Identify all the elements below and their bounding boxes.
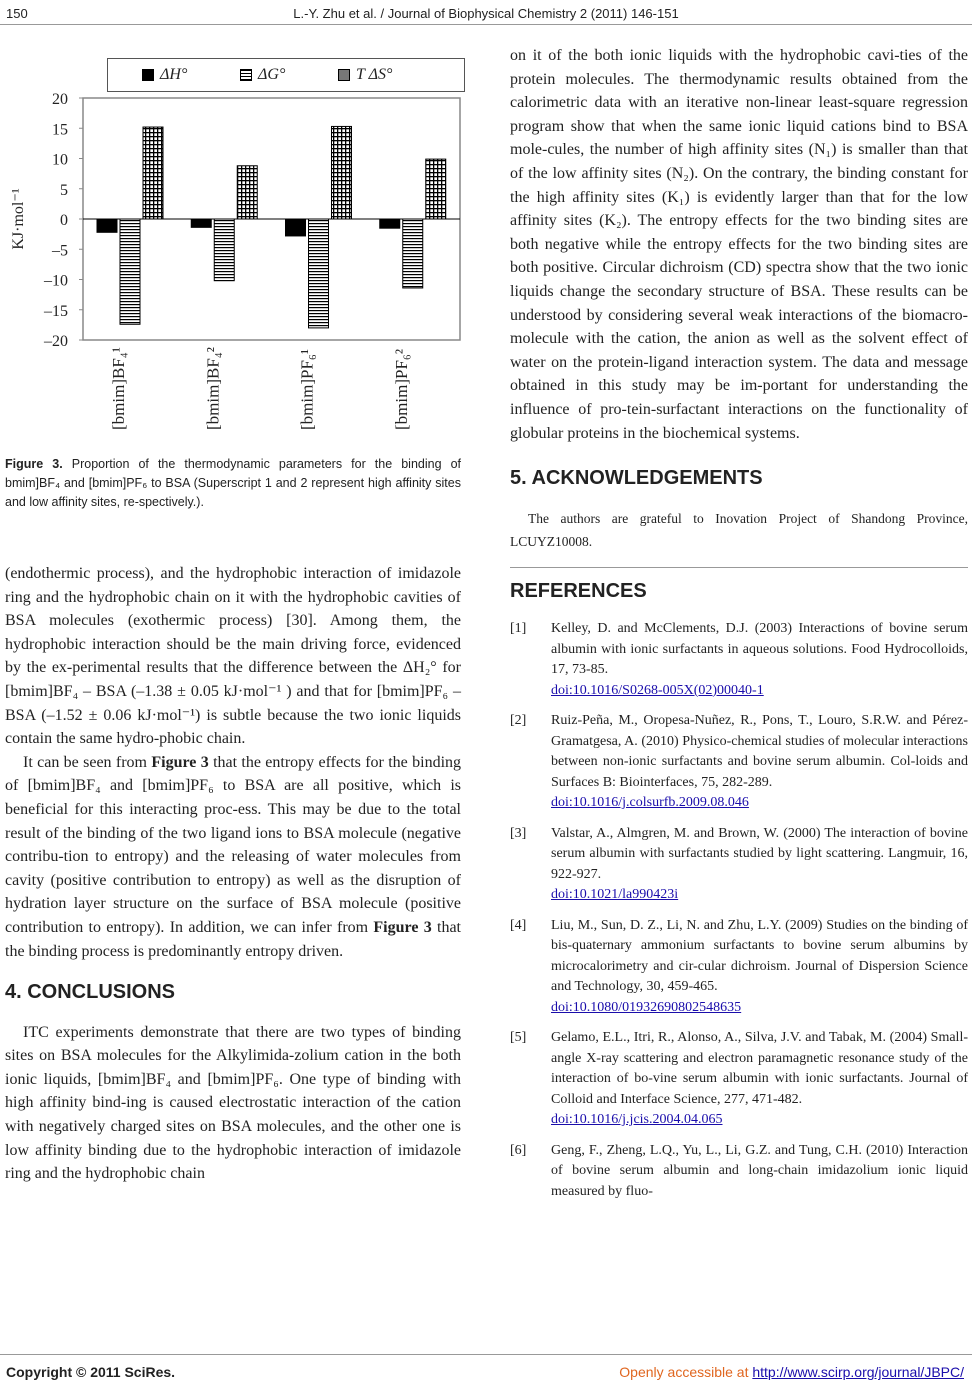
legend-item-dg [240, 66, 285, 84]
bar-t-delta-s [237, 166, 257, 219]
text-run: that the entropy effects for the binding of [bmim]BF₄ and [bmim]PF₆ to BSA are all positive, which is beneficial for this interacting proc-ess. This may be due to the total result of the binding of the two ligand ions to BSA molecule (negative contribu-tion to entropy) and the releasing of water molecules from cavity (positive contribution to entropy) as well as the disruption of hydration layer structure on the surface of BSA molecule (positive contribution to entropy). In addition, we can infer from [5, 753, 462, 936]
y-tick-label: 20 [52, 91, 68, 108]
bar-delta-g [403, 219, 423, 288]
figure-ref: Figure 3 [373, 918, 432, 936]
reference-doi-link[interactable]: doi:10.1021/la990423i [551, 887, 679, 903]
legend-label-tds: T ΔS° [356, 66, 393, 83]
bar-t-delta-s [332, 126, 352, 219]
bar-chart [5, 40, 461, 445]
running-title: L.-Y. Zhu et al. / Journal of Biophysical Chemistry 2 (2011) 146-151 [293, 6, 679, 21]
reference-doi-link[interactable]: doi:10.1080/01932690802548635 [551, 999, 742, 1015]
paragraph-entropy [5, 751, 461, 963]
figure-ref: Figure 3 [151, 753, 209, 771]
chart-legend [107, 58, 465, 92]
reference-text: Liu, M., Sun, D. Z., Li, N. and Zhu, L.Y. (2009) Studies on the binding of bis-quaternary ammonium surfactants to bovine serum albumins by microcalorimetry and cir-cular dichroism. Journal of Dispersion Science and Technology, 30, 459-465. [551, 917, 968, 995]
left-body [5, 562, 461, 1186]
caption-label: Figure 3. [5, 457, 63, 471]
header-rule [0, 24, 972, 25]
legend-label-dh: ΔH° [160, 66, 188, 83]
bar-delta-h [191, 219, 211, 227]
bar-delta-h [97, 219, 117, 232]
paragraph-conclusions: ITC experiments demonstrate that there are two types of binding sites on BSA molecules for the Alkylimida-zolium cation in the both ionic liquids, [bmim]BF₄ and [bmim]PF₆. One type of binding with high affinity bind-ing is caused electrostatic interaction of the cation with negatively charged sites on BSA molecules, and the other one is low affinity binding due to the hydrophobic interaction of imidazole ring and the hydrophobic chain [5, 1023, 461, 1183]
bar-delta-g [309, 219, 329, 328]
figure-3 [5, 40, 461, 450]
right-body [510, 44, 968, 1212]
reference-item [510, 824, 968, 906]
section-heading-conclusions: 4. CONCLUSIONS [5, 981, 176, 1004]
y-tick-label: 10 [52, 151, 68, 169]
reference-text: Kelley, D. and McClements, D.J. (2003) Interactions of bovine serum albumin with ionic surfactants in aqueous solutions. Food Hydrocolloids, 17, 73-85. [551, 621, 968, 678]
y-tick-label: –20 [44, 333, 68, 350]
reference-number: [3] [510, 825, 527, 841]
reference-doi-link[interactable]: doi:10.1016/j.colsurfb.2009.08.046 [551, 795, 749, 811]
bar-delta-g [120, 219, 140, 324]
bar-t-delta-s [426, 159, 446, 219]
divider [510, 567, 968, 568]
bar-delta-g [214, 219, 234, 281]
y-tick-label: –5 [52, 242, 68, 260]
x-category-label: [bmim]PF₆² [391, 349, 411, 430]
text-run: that the binding process is predominantly entropy driven. [5, 918, 461, 960]
page-footer [0, 1364, 972, 1386]
y-tick-label: 5 [60, 181, 68, 199]
y-tick-label: –15 [44, 302, 68, 320]
reference-item [510, 619, 968, 701]
paragraph: (endothermic process), and the hydrophobic interaction of imidazole ring and the hydrophobic chain on it with the hydrophobic cavities of BSA molecules (exothermic process) [30]. Among them, the hydrophobic interaction should be the main driving force, evidenced by the ex-perimental results that the difference between the ΔH₂° for [bmim]BF₄ – BSA (–1.38 ± 0.05 kJ·mol⁻¹ ) and that for [bmim]PF₆ – BSA (–1.52 ± 0.06 kJ·mol⁻¹) is subtle because the two ionic liquids contain the same hydro-phobic chain. [5, 565, 461, 748]
page-number: 150 [6, 6, 28, 21]
reference-number: [6] [510, 1142, 527, 1158]
footer-rule [0, 1354, 972, 1355]
open-access-note [619, 1364, 964, 1380]
legend-item-dh [142, 66, 187, 84]
paragraph: on it of the both ionic liquids with the hydrophobic cavi-ties of the protein molecules. The thermodynamic results obtained from the calorimetric data with an iterative non-linear least-square regression program show that when the same ionic liquid cations bind to BSA mole-cules, the number of high affinity sites (N₁) is smaller than that of the low affinity sites (N₂). On the contrary, the binding constant for the high affinity sites (K₁) is evidently larger than that for the low affinity sites (K₂). The entropy effects for the two binding sites are both negative while the entropy effects for the two binding sites are both positive. Circular dichroism (CD) spectra show that the two ionic liquids change the secondary structure of BSA. These results can be understood by considering several weak interactions of the biomacro-molecule with the cation, the anion as well as the solvent effect of water on the protein-ligand interaction system. The data and message obtained in this study may be im-portant for understanding the influence of pro-tein-surfactant interactions on the functionality of globular proteins in the biochemical systems. [510, 47, 968, 442]
bar-delta-h [380, 219, 400, 228]
legend-item-tds [338, 66, 392, 84]
bar-delta-h [286, 219, 306, 236]
x-category-label: [bmim]BF₄² [203, 347, 223, 430]
reference-number: [5] [510, 1030, 527, 1046]
reference-text: Ruiz-Peña, M., Oropesa-Nuñez, R., Pons, T., Louro, S.R.W. and Pérez-Gramatgesa, A. (2010) Physico-chemical studies of molecular interactions between non-ionic surfactants and bovine serum albumin. Col-loids and Surfaces B: Biointerfaces, 75, 282-289. [551, 713, 968, 790]
y-axis-label: KJ·mol⁻¹ [10, 188, 27, 250]
left-column [5, 40, 461, 450]
reference-doi-link[interactable]: doi:10.1016/j.jcis.2004.04.065 [551, 1112, 723, 1128]
text-run: It can be seen from [23, 753, 152, 771]
y-tick-label: 0 [60, 212, 68, 229]
legend-swatch-striped [240, 69, 252, 81]
reference-list [510, 619, 968, 1202]
reference-doi-link[interactable]: doi:10.1016/S0268-005X(02)00040-1 [551, 682, 764, 698]
reference-number: [4] [510, 917, 527, 933]
reference-item [510, 916, 968, 1019]
legend-label-dg: ΔG° [258, 66, 286, 83]
reference-item [510, 711, 968, 814]
x-category-label: [bmim]PF₆¹ [297, 349, 317, 430]
reference-number: [2] [510, 713, 527, 729]
reference-text: Gelamo, E.L., Itri, R., Alonso, A., Silva, J.V. and Tabak, M. (2004) Small-angle X-ray scattering and electron paramagnetic resonance study of the interaction of bo-vine serum albumin with ionic surfactants. Journal of Colloid and Interface Science, 277, 471-482. [551, 1030, 968, 1107]
y-tick-label: 15 [52, 121, 68, 139]
section-heading-references: REFERENCES [510, 579, 647, 602]
figure-caption [5, 455, 461, 512]
y-tick-label: –10 [44, 272, 68, 290]
legend-swatch-solid [142, 69, 154, 81]
journal-link[interactable]: http://www.scirp.org/journal/JBPC/ [752, 1364, 964, 1380]
reference-item [510, 1028, 968, 1131]
reference-text: Valstar, A., Almgren, M. and Brown, W. (2000) The interaction of bovine serum albumin with surfactants studied by light scattering. Langmuir, 16, 922-927. [551, 825, 968, 882]
reference-item [510, 1141, 968, 1203]
open-access-prefix: Openly accessible at [619, 1364, 753, 1380]
copyright: Copyright © 2011 SciRes. [6, 1364, 176, 1380]
reference-text: Geng, F., Zheng, L.Q., Yu, L., Li, G.Z. and Tung, C.H. (2010) Interaction of bovine serum albumin and long-chain imidazolium ionic liquid measured by fluo- [551, 1142, 968, 1199]
reference-number: [1] [510, 621, 527, 637]
running-header [0, 6, 972, 26]
x-category-label: [bmim]BF₄¹ [109, 347, 129, 430]
caption-text: Proportion of the thermodynamic parameters for the binding of bmim]BF₄ and [bmim]PF₆ to BSA (Superscript 1 and 2 represent high affinity sites and low affinity sites, re-spectively.). [5, 457, 462, 509]
section-heading-ack: 5. ACKNOWLEDGEMENTS [510, 467, 763, 490]
legend-swatch-grid [338, 69, 350, 81]
bar-t-delta-s [143, 127, 163, 219]
acknowledgement-text: The authors are grateful to Inovation Project of Shandong Province, LCUYZ10008. [510, 510, 968, 549]
